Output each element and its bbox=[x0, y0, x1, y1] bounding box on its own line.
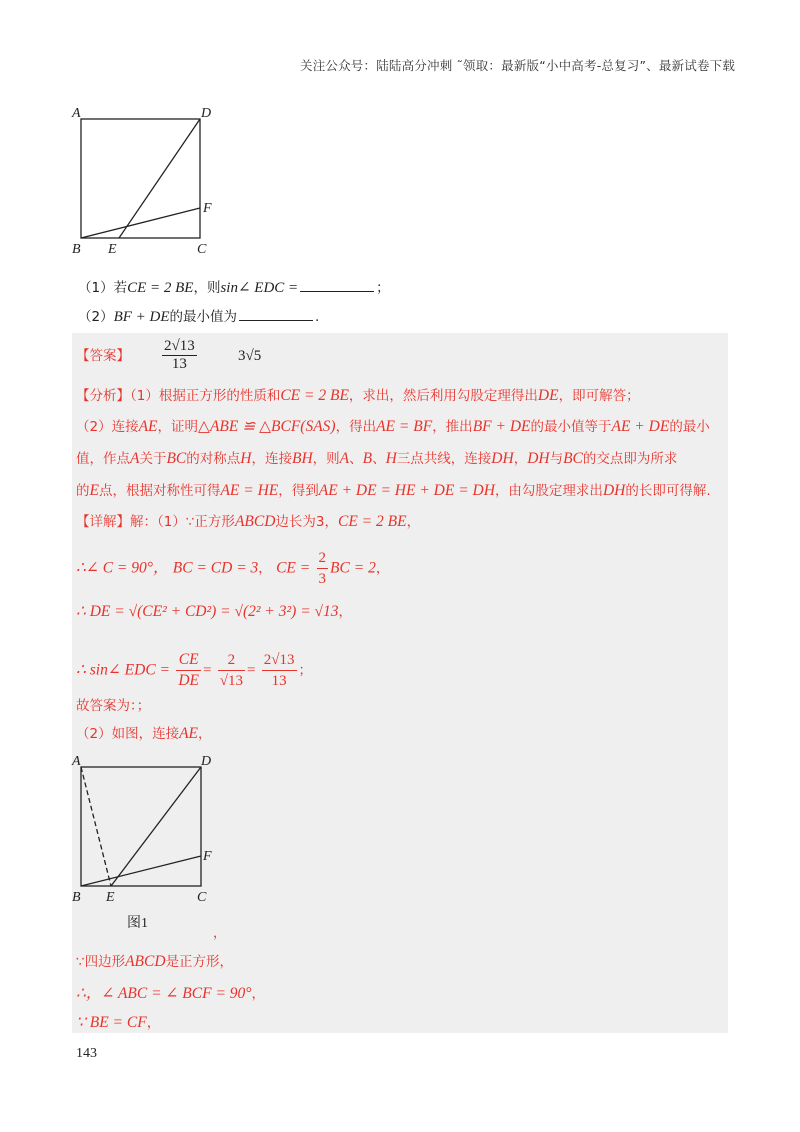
detail-text: ， bbox=[406, 514, 421, 530]
analysis-text: ，连接 bbox=[251, 451, 292, 467]
analysis-math: △ABE ≌ △BCF(SAS) bbox=[198, 418, 336, 435]
detail-math: CE = 2 BE bbox=[338, 513, 407, 530]
detail-text: 边长为3， bbox=[275, 514, 338, 530]
detail-text: （2）如图，连接 bbox=[76, 726, 180, 742]
analysis-text: 的最小值等于 bbox=[530, 419, 612, 435]
analysis-text: （1）根据正方形的性质和 bbox=[130, 388, 281, 404]
detail-line-8 bbox=[76, 984, 265, 1004]
analysis-text: ，得出 bbox=[335, 419, 377, 435]
analysis-text: 、 bbox=[349, 451, 363, 467]
analysis-text: ，即可解答； bbox=[558, 388, 640, 404]
detail-line-7 bbox=[76, 952, 233, 972]
geometry-figure-top bbox=[70, 100, 230, 260]
fraction-denominator: √13 bbox=[219, 673, 243, 689]
q2-expression: BF + DE bbox=[113, 309, 170, 325]
analysis-text: 点，根据对称性可得 bbox=[98, 483, 221, 499]
analysis-text: 的对称点 bbox=[186, 451, 241, 467]
q2-prefix: （2） bbox=[78, 309, 114, 325]
detail-math: ∴ sin∠ EDC = bbox=[76, 661, 171, 679]
analysis-math: DE bbox=[537, 387, 559, 404]
segment-ed bbox=[119, 119, 200, 238]
analysis-text: 、 bbox=[372, 451, 386, 467]
q2-text: 的最小值为 bbox=[169, 309, 238, 325]
analysis-text: 的最小 bbox=[669, 419, 710, 435]
detail-fraction-ce-de bbox=[176, 650, 201, 691]
detail-math: CE = bbox=[276, 559, 311, 577]
analysis-math: H bbox=[240, 450, 252, 467]
detail-math: ∴∠ C = 90°， bbox=[76, 559, 169, 577]
detail-text: ∵四边形 bbox=[76, 954, 126, 970]
label-e-2: E bbox=[106, 890, 115, 905]
label-d: D bbox=[201, 106, 212, 121]
label-d-2: D bbox=[201, 754, 212, 769]
fraction-numerator: 2√13 bbox=[262, 650, 297, 671]
detail-line-9 bbox=[76, 1013, 160, 1033]
analysis-line-1 bbox=[76, 386, 640, 406]
analysis-text: ，证明 bbox=[157, 419, 199, 435]
detail-label: 【详解】 bbox=[76, 514, 130, 530]
analysis-math: AE = BF bbox=[376, 418, 433, 435]
detail-line-4 bbox=[76, 650, 312, 691]
analysis-text: 关于 bbox=[139, 451, 167, 467]
detail-line-2 bbox=[76, 548, 389, 589]
analysis-math: DH bbox=[491, 450, 514, 467]
q1-answer-blank bbox=[300, 279, 374, 292]
detail-text: ， bbox=[198, 726, 212, 742]
fraction-denominator: 13 bbox=[271, 673, 287, 689]
analysis-math: BF + DE bbox=[472, 418, 531, 435]
detail-math: ∵ BE = CF bbox=[76, 1014, 147, 1031]
analysis-text: 的 bbox=[76, 483, 90, 499]
square-abcd-2 bbox=[81, 767, 201, 886]
figure-caption: 图1 bbox=[127, 916, 148, 931]
detail-text: ； bbox=[298, 662, 312, 679]
detail-math: BC = 2 bbox=[330, 559, 376, 577]
analysis-math: BC bbox=[166, 450, 187, 467]
q2-answer-blank bbox=[239, 308, 313, 321]
analysis-math: E bbox=[89, 482, 99, 499]
fraction-numerator: CE bbox=[176, 650, 201, 671]
answer-2: 3√5 bbox=[238, 348, 262, 364]
geometry-figure-bottom bbox=[70, 748, 230, 910]
label-b-2: B bbox=[72, 890, 81, 905]
analysis-math: BC bbox=[563, 450, 583, 467]
segment-ae-dashed bbox=[81, 767, 111, 886]
fraction-denominator: 3 bbox=[318, 571, 327, 587]
detail-math: ∴，∠ ABC = ∠ BCF = 90° bbox=[76, 985, 252, 1002]
label-a-2: A bbox=[72, 754, 81, 769]
answer-1-fraction bbox=[160, 338, 199, 373]
analysis-text: 的长即可得解. bbox=[625, 483, 711, 499]
q2-end: . bbox=[315, 309, 320, 325]
label-c-2: C bbox=[197, 890, 207, 905]
analysis-math: BH bbox=[291, 450, 313, 467]
analysis-math: DH bbox=[602, 482, 626, 499]
analysis-label: 【分析】 bbox=[76, 388, 130, 404]
detail-text: 解：（1）∵正方形 bbox=[130, 514, 235, 530]
detail-line-6 bbox=[76, 724, 212, 744]
detail-text: ， bbox=[258, 560, 272, 577]
detail-text: ， bbox=[251, 986, 265, 1002]
detail-text: ， bbox=[375, 560, 390, 577]
label-b: B bbox=[72, 242, 81, 257]
detail-text: ， bbox=[146, 1015, 161, 1031]
detail-math: = bbox=[247, 662, 256, 679]
analysis-line-3 bbox=[76, 449, 677, 469]
fraction-numerator: 2 bbox=[317, 548, 329, 569]
q1-condition: CE = 2 BE bbox=[127, 280, 194, 296]
q1-mid: ，则 bbox=[193, 280, 221, 296]
label-f-2: F bbox=[203, 849, 212, 864]
analysis-math: B bbox=[362, 450, 373, 467]
label-c: C bbox=[197, 242, 207, 257]
analysis-text: 的交点即为所求 bbox=[582, 451, 678, 467]
fraction-numerator: 2 bbox=[218, 650, 245, 671]
label-a: A bbox=[72, 106, 81, 121]
detail-line-1 bbox=[76, 512, 420, 532]
analysis-math: AE bbox=[138, 418, 158, 435]
analysis-math: AE = HE bbox=[220, 482, 279, 499]
detail-math: AE bbox=[179, 725, 199, 742]
label-e: E bbox=[108, 242, 117, 257]
segment-ed-2 bbox=[111, 767, 201, 886]
analysis-math: CE = 2 BE bbox=[280, 387, 349, 404]
page-number: 143 bbox=[76, 1046, 97, 1061]
analysis-text: 与 bbox=[549, 451, 564, 467]
detail-line-3 bbox=[76, 602, 352, 622]
analysis-math: AE + DE bbox=[611, 418, 670, 435]
analysis-text: ，求出，然后利用勾股定理得出 bbox=[348, 388, 538, 404]
detail-text: 是正方形， bbox=[165, 954, 234, 970]
detail-math: ABCD bbox=[234, 513, 276, 530]
analysis-text: 值，作点 bbox=[76, 451, 130, 467]
segment-bf-2 bbox=[81, 856, 201, 886]
analysis-math: A bbox=[339, 450, 350, 467]
detail-fraction-2-sqrt13 bbox=[218, 650, 245, 691]
detail-math: ABCD bbox=[125, 953, 166, 970]
figure-comma: ， bbox=[213, 926, 227, 941]
fraction-denominator: DE bbox=[178, 672, 199, 689]
detail-line-5: 故答案为：； bbox=[76, 698, 151, 714]
q1-expression: sin∠ EDC = bbox=[220, 280, 299, 296]
segment-bf bbox=[81, 208, 200, 238]
square-abcd bbox=[81, 119, 200, 238]
analysis-text: ，则 bbox=[312, 451, 340, 467]
detail-fraction-result bbox=[262, 650, 297, 691]
q1-end: ； bbox=[376, 280, 390, 296]
analysis-line-4 bbox=[76, 481, 711, 501]
answer-1-numerator: 2√13 bbox=[164, 338, 195, 354]
analysis-math: H bbox=[385, 450, 397, 467]
analysis-text: （2）连接 bbox=[76, 419, 139, 435]
detail-math: BC = CD = 3 bbox=[172, 559, 259, 577]
question-1 bbox=[78, 276, 390, 297]
question-2 bbox=[78, 305, 319, 326]
analysis-text: ，得到 bbox=[278, 483, 319, 499]
analysis-math: AE + DE = HE + DE = DH bbox=[318, 482, 495, 499]
detail-fraction-2-3 bbox=[317, 548, 329, 589]
analysis-text: ， bbox=[513, 451, 528, 467]
analysis-text: ，由勾股定理求出 bbox=[494, 483, 603, 499]
answer-1-denominator: 13 bbox=[171, 356, 187, 372]
analysis-math: DH bbox=[527, 450, 550, 467]
answer-label: 【答案】 bbox=[76, 348, 130, 364]
analysis-text: 三点共线，连接 bbox=[396, 451, 492, 467]
detail-text: ， bbox=[338, 604, 353, 620]
analysis-text: ，推出 bbox=[432, 419, 473, 435]
page-header: 关注公众号：陆陆高分冲刺 ˜领取：最新版“小中高考-总复习”、最新试卷下载 bbox=[300, 58, 736, 73]
detail-math: ∴ DE = √(CE² + CD²) = √(2² + 3²) = √13 bbox=[76, 603, 339, 620]
analysis-line-2 bbox=[76, 417, 710, 437]
analysis-math: A bbox=[130, 450, 140, 467]
detail-math: = bbox=[203, 662, 212, 679]
q1-prefix: （1）若 bbox=[78, 280, 128, 296]
label-f: F bbox=[203, 201, 212, 216]
